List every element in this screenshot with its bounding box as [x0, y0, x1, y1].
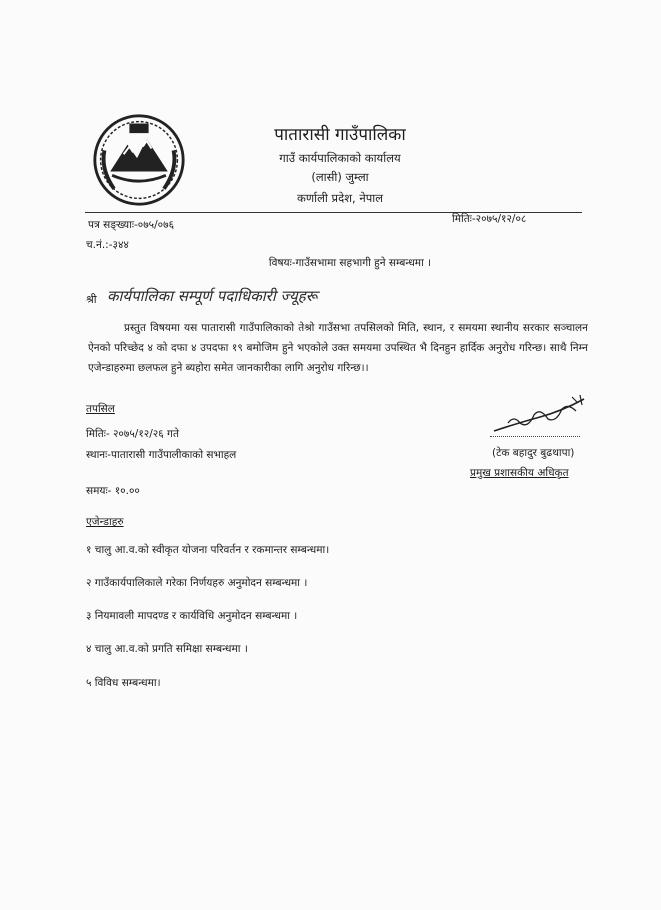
meeting-time: समयः- १०.०० [86, 485, 140, 497]
meeting-venue: स्थानः-पातारासी गाउँपालीकाको सभाहल [86, 449, 237, 461]
dispatch-number: च.नं.:-३४४ [86, 239, 129, 251]
agenda-item: २ गाउँकार्यपालिकाले गरेका निर्णयहरु अनुमोदन सम्बन्धमा । [86, 577, 308, 589]
details-heading: तपसिल [86, 403, 115, 415]
subject-line: विषयः-गाउँसभामा सहभागी हुने सम्बन्धमा । [268, 257, 432, 269]
meeting-date: मितिः- २०७५/१२/२६ गते [86, 428, 179, 440]
signatory-name: (टेक बहादुर बुढथापा) [492, 447, 575, 459]
agenda-item: ५ विविध सम्बन्धमा। [86, 677, 161, 689]
handwritten-signature [488, 393, 592, 437]
office-name: पातारासी गाउँपालिका [274, 125, 406, 145]
signature-line [490, 436, 580, 437]
signatory-title: प्रमुख प्रशासकीय अधिकृत [470, 467, 569, 479]
reference-number: पत्र सङ्ख्याः-०७५/०७६ [88, 219, 175, 231]
office-province: कर्णाली प्रदेश, नेपाल [296, 191, 384, 205]
agenda-item: ४ चालु आ.व.को प्रगति समिक्षा सम्बन्धमा । [86, 643, 248, 655]
agenda-item: ३ नियमावली मापदण्ड र कार्यविधि अनुमोदन सम्बन्धमा । [86, 610, 298, 622]
office-location: (लासी) जुम्ला [311, 170, 369, 184]
agenda-heading: एजेन्डाहरु [86, 516, 124, 528]
agenda-item: १ चालु आ.व.को स्वीकृत योजना परिवर्तन र रकमान्तर सम्बन्धमा। [86, 544, 330, 556]
letter-date: मितिः-२०७५/१२/०८ [452, 213, 527, 225]
nepal-emblem-icon [90, 112, 188, 208]
office-subtitle: गाउँ कार्यपालिकाको कार्यालय [279, 151, 401, 165]
addressee-prefix: श्री [86, 293, 97, 306]
addressee-handwritten: कार्यपालिका सम्पूर्ण पदाधिकारी ज्यूहरू [107, 287, 318, 305]
body-paragraph: प्रस्तुत विषयमा यस पातारासी गाउँपालिकाको तेश्रो गाउँसभा तपसिलको मिति, स्थान, र समयमा स्थानीय सरकार सञ्चालन ऐनको परिच्छेद ४ को दफा ४ उपदफा १९ बमोजिम हुने भएकोले उक्त समयमा उपस्थित भै दिनहुन हार्दिक अनुरोध गरिन्छ। साथै निम्न एजेन्डाहरुमा छलफल हुने ब्यहोरा समेत जानकारीका लागि अनुरोध गरिन्छ।। [88, 322, 588, 374]
